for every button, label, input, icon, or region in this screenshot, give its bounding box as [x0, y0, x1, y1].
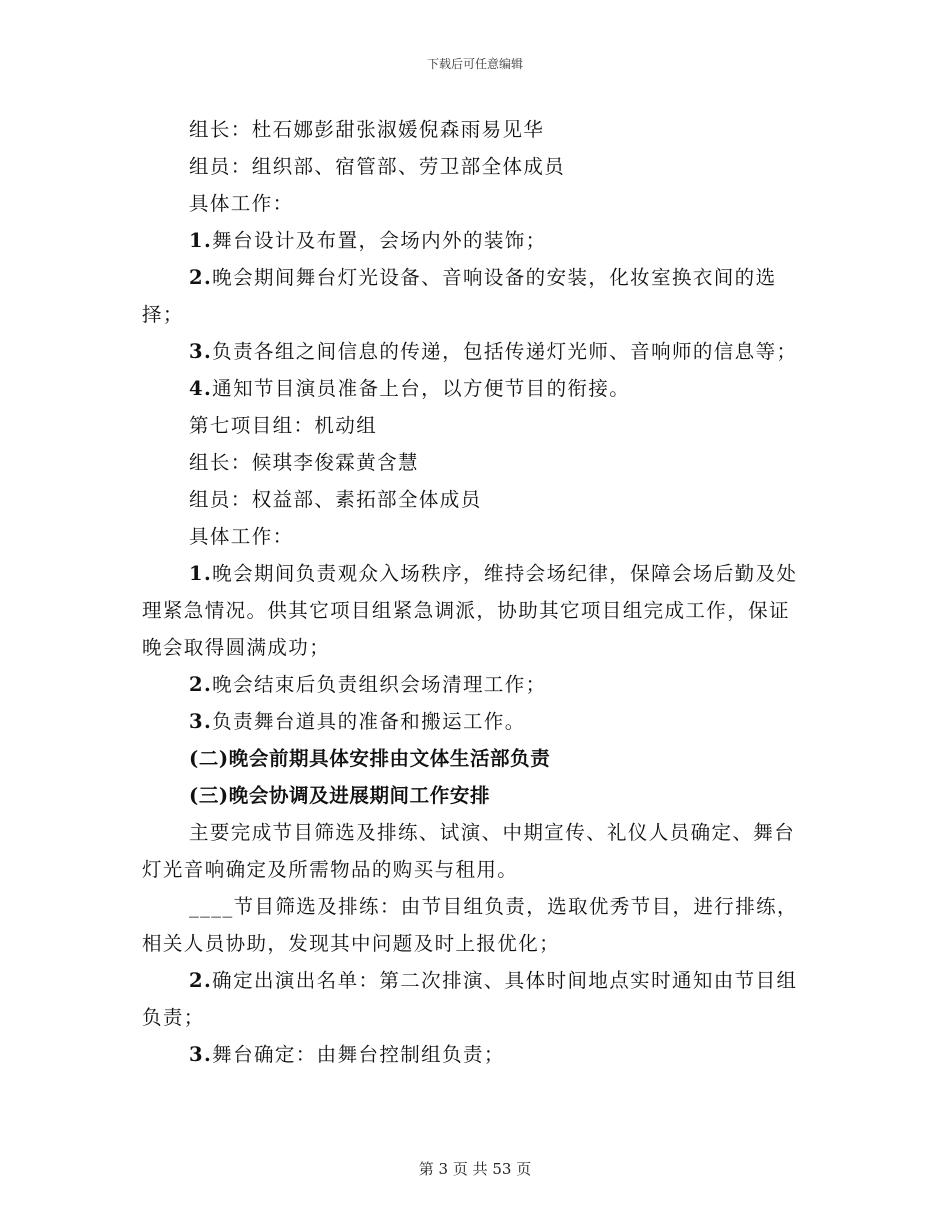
list-number: 3. [189, 340, 213, 363]
list-number: 2. [189, 673, 213, 696]
list-number: 3. [189, 1043, 213, 1066]
paragraph-text: (二)晚会前期具体安排由文体生活部负责 [189, 747, 551, 770]
paragraph-text: 具体工作： [189, 192, 294, 215]
paragraph [142, 518, 806, 555]
paragraph [142, 481, 806, 518]
paragraph [142, 777, 806, 814]
list-number: 1. [189, 562, 213, 585]
paragraph [142, 703, 806, 740]
paragraph [142, 111, 806, 148]
paragraph [142, 814, 806, 888]
paragraph-text: 组长：候琪李俊霖黄含慧 [189, 451, 419, 474]
list-number: 3. [189, 710, 213, 733]
paragraph-text: 组员：组织部、宿管部、劳卫部全体成员 [189, 155, 566, 178]
list-number: 2. [189, 266, 213, 289]
paragraph-text: 晚会期间舞台灯光设备、音响设备的安装，化妆室换衣间的选择； [142, 266, 777, 326]
paragraph [142, 444, 806, 481]
paragraph-text: 负责舞台道具的准备和搬运工作。 [212, 710, 526, 733]
paragraph-text: 晚会结束后负责组织会场清理工作； [212, 673, 547, 696]
paragraph [142, 740, 806, 777]
paragraph [142, 555, 806, 666]
paragraph-text: 通知节目演员准备上台，以方便节目的衔接。 [212, 377, 631, 400]
page-footer: 第 3 页 共 53 页 [418, 1160, 532, 1178]
paragraph [142, 370, 806, 407]
paragraph [142, 148, 806, 185]
paragraph-text: ____节目筛选及排练：由节目组负责，选取优秀节目，进行排练，相关人员协助，发现其中问题及时上报优化； [142, 895, 798, 955]
paragraph [142, 185, 806, 222]
paragraph-text: 舞台确定：由舞台控制组负责； [212, 1043, 505, 1066]
paragraph-text: 第七项目组：机动组 [189, 414, 378, 437]
paragraph-text: 负责各组之间信息的传递，包括传递灯光师、音响师的信息等； [212, 340, 798, 363]
list-number: 4. [189, 377, 213, 400]
paragraph [142, 333, 806, 370]
paragraph [142, 407, 806, 444]
paragraph [142, 1036, 806, 1073]
paragraph [142, 888, 806, 962]
paragraph [142, 259, 806, 333]
page-header: 下载后可任意编辑 [426, 57, 523, 71]
paragraph-text: 组员：权益部、素拓部全体成员 [189, 488, 482, 511]
list-number: 1. [189, 229, 213, 252]
paragraph-text: 主要完成节目筛选及排练、试演、中期宣传、礼仪人员确定、舞台灯光音响确定及所需物品的购买与租用。 [142, 821, 796, 881]
paragraph [142, 666, 806, 703]
paragraph-text: 组长：杜石娜彭甜张淑媛倪森雨易见华 [189, 118, 545, 141]
paragraph [142, 222, 806, 259]
list-number: 2. [189, 969, 213, 992]
document-body [142, 111, 806, 1073]
paragraph-text: 确定出演出名单：第二次排演、具体时间地点实时通知由节目组负责； [142, 969, 798, 1029]
paragraph-text: 具体工作： [189, 525, 294, 548]
paragraph-text: (三)晚会协调及进展期间工作安排 [189, 784, 491, 807]
paragraph-text: 舞台设计及布置，会场内外的装饰； [212, 229, 547, 252]
paragraph [142, 962, 806, 1036]
paragraph-text: 晚会期间负责观众入场秩序，维持会场纪律，保障会场后勤及处理紧急情况。供其它项目组紧急调派，协助其它项目组完成工作，保证晚会取得圆满成功； [142, 562, 798, 659]
